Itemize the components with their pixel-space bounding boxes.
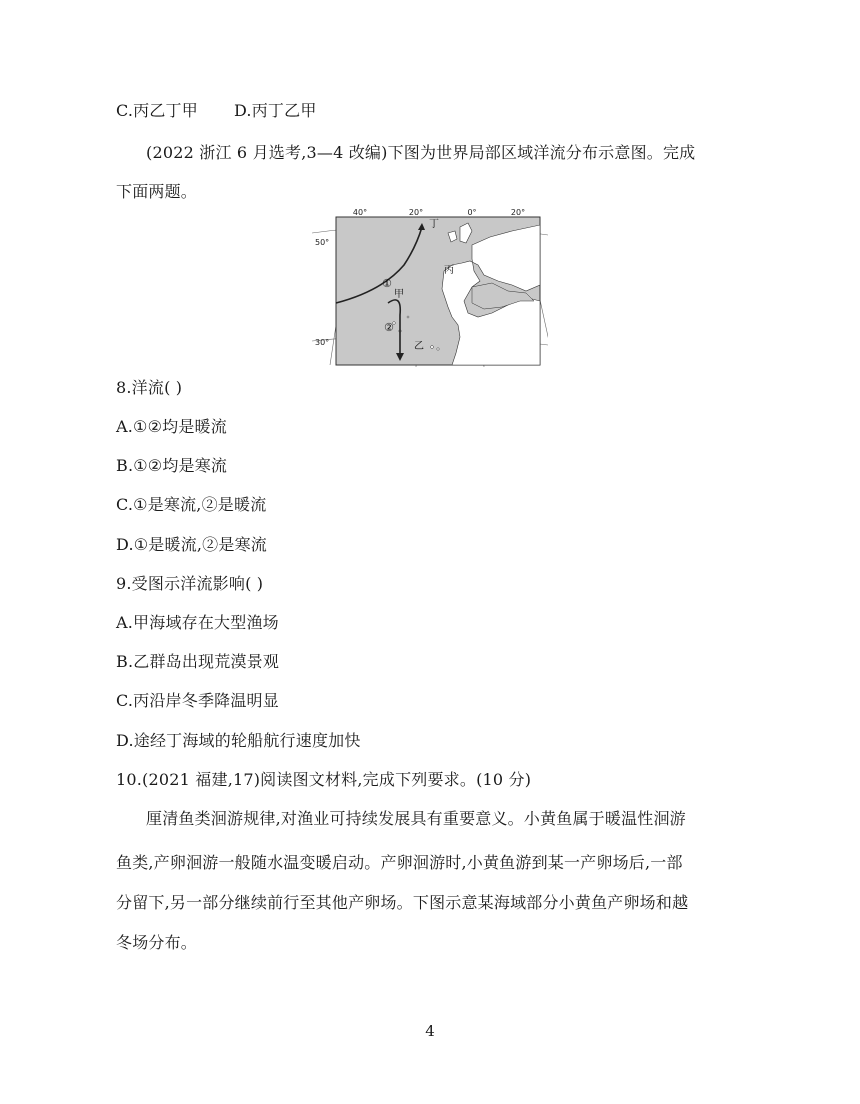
place-label-bing: 丙 [444,265,454,276]
option-d: D.丙丁乙甲 [233,101,317,120]
lon-label: 20° [408,208,424,217]
question-10: 10.(2021 福建,17)阅读图文材料,完成下列要求。(10 分) [116,770,532,789]
lon-label: 20° [510,208,526,217]
question-8-option-b: B.①②均是寒流 [116,456,228,475]
island-yi [437,348,439,350]
option-c: C.丙乙丁甲 [116,101,198,120]
question-intro-cont: 下面两题。 [116,182,198,201]
question-9-option-b: B.乙群岛出现荒漠景观 [116,652,280,671]
question-8-option-c: C.①是寒流,②是暖流 [116,495,267,514]
page-number: 4 [425,1022,435,1040]
question-8-option-d: D.①是暖流,②是寒流 [116,535,267,554]
question-intro: (2022 浙江 6 月选考,3—4 改编)下图为世界局部区域洋流分布示意图。完成 [146,143,696,162]
material-paragraph-line-4: 冬场分布。 [116,933,198,952]
question-9-option-a: A.甲海域存在大型渔场 [116,613,279,632]
material-paragraph-line-1: 厘清鱼类洄游规律,对渔业可持续发展具有重要意义。小黄鱼属于暖温性洄游 [146,809,686,828]
material-paragraph-line-3: 分留下,另一部分继续前行至其他产卵场。下图示意某海域部分小黄鱼产卵场和越 [116,893,689,912]
lat-label: 30° [315,338,330,347]
place-label-jia: 甲 [394,289,404,300]
lon-label: 0° [467,208,477,217]
option-line-c-d [116,101,317,121]
question-8: 8.洋流( ) [116,378,183,397]
current-label-1: ① [382,277,392,290]
lat-label: 50° [315,238,330,247]
material-paragraph-line-2: 鱼类,产卵洄游一般随水温变暖启动。产卵洄游时,小黄鱼游到某一产卵场后,一部 [116,853,683,872]
place-label-ding: 丁 [429,219,439,230]
question-8-option-a: A.①②均是暖流 [116,417,227,436]
current-label-2: ② [384,321,394,334]
island-yi [431,346,434,349]
question-9-option-c: C.丙沿岸冬季降温明显 [116,691,279,710]
question-9: 9.受图示洋流影响( ) [116,574,264,593]
question-9-option-d: D.途经丁海域的轮船航行速度加快 [116,731,361,750]
island [407,316,409,318]
place-label-yi: 乙 [414,341,424,352]
ocean-current-map [312,205,548,369]
lon-label: 40° [352,208,368,217]
